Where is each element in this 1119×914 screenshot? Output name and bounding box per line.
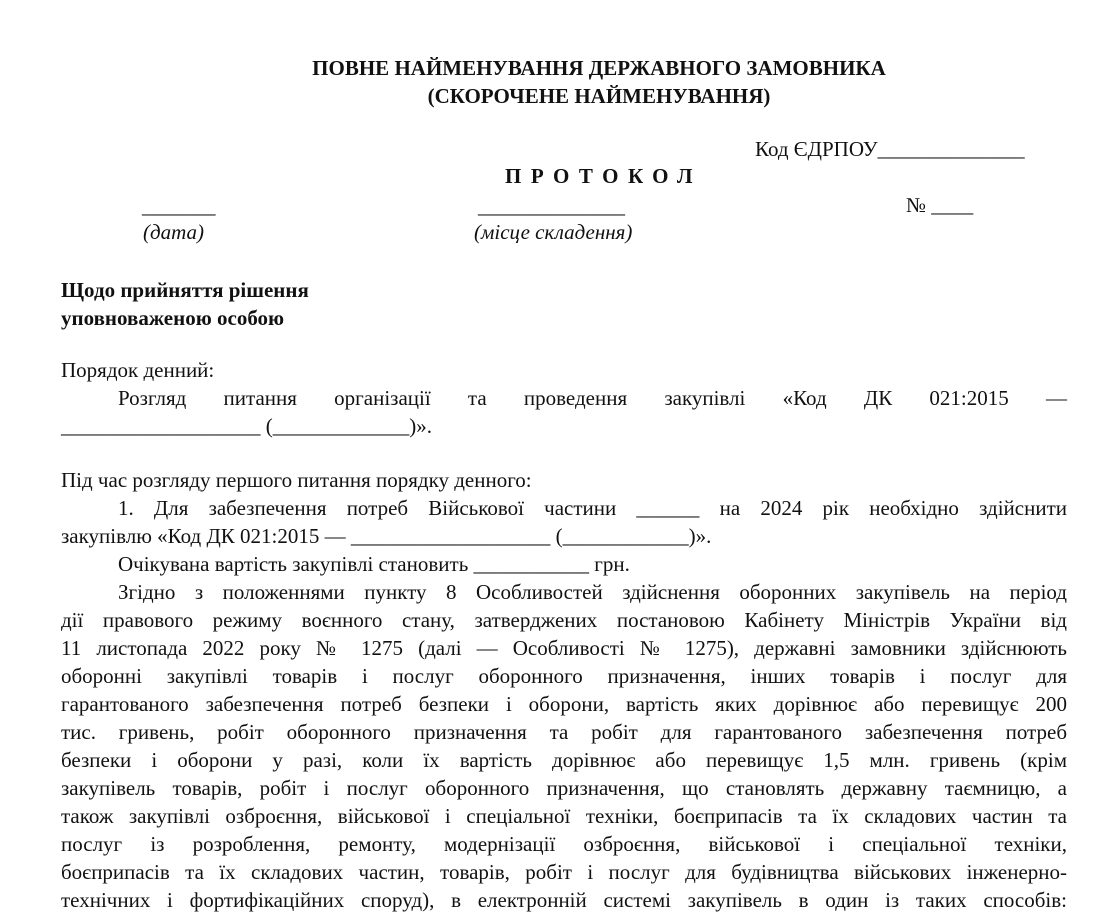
discussion-section: [61, 466, 1067, 914]
agenda-section: [61, 356, 1067, 440]
protocol-title: ПРОТОКОЛ: [505, 164, 703, 188]
legal-paragraph-line: закупівель товарів, робіт і послуг оборонного призначення, що становлять державну таємницю, а: [61, 776, 1067, 800]
legal-paragraph-line: дії правового режиму воєнного стану, затверджених постановою Кабінету Міністрів України від: [61, 608, 1067, 632]
customer-short-name: (СКОРОЧЕНЕ НАЙМЕНУВАННЯ): [427, 84, 771, 108]
estimated-cost: Очікувана вартість закупівлі становить ___________ грн.: [118, 552, 630, 576]
legal-paragraph-line: тис. гривень, робіт оборонного призначення та робіт для гарантованого забезпечення потреб: [61, 720, 1067, 744]
agenda-heading: Порядок денний:: [61, 358, 215, 382]
legal-paragraph-line: гарантованого забезпечення потреб безпеки і оборони, вартість яких дорівнює або перевищує 200: [61, 692, 1067, 716]
agenda-item-line-2: ___________________ (_____________)».: [61, 414, 432, 438]
agenda-item-line-1: Розгляд питання організації та проведення закупівлі «Код ДК 021:2015 —: [118, 386, 1067, 410]
legal-paragraph-line: оборонні закупівлі товарів і послуг оборонного призначення, інших товарів і послуг для: [61, 664, 1067, 688]
subject-line-2: уповноваженою особою: [61, 306, 285, 330]
legal-paragraph-line: боєприпасів та їх складових частин, товарів, робіт і послуг для будівництва військових інженерно-: [61, 860, 1067, 884]
document-header: [0, 54, 1119, 110]
discussion-heading: Під час розгляду першого питання порядку денного:: [61, 468, 532, 492]
date-blank: _______: [142, 194, 216, 218]
point-1-line-1: 1. Для забезпечення потреб Військової частини ______ на 2024 рік необхідно здійснити: [118, 496, 1067, 520]
date-label: (дата): [143, 220, 205, 244]
legal-paragraph-line: 11 листопада 2022 року № 1275 (далі — Особливості № 1275), державні замовники здійснюють: [61, 636, 1067, 660]
place-label: (місце складення): [474, 220, 633, 244]
protocol-number-field: № ____: [906, 193, 974, 217]
legal-paragraph-line: також закупівлі озброєння, військової і спеціальної техніки, боєприпасів та їх складових частин та: [61, 804, 1067, 828]
legal-paragraph-line: безпеки і оборони у разі, коли їх вартість дорівнює або перевищує 1,5 млн. гривень (крім: [61, 748, 1067, 772]
customer-full-name: ПОВНЕ НАЙМЕНУВАННЯ ДЕРЖАВНОГО ЗАМОВНИКА: [312, 56, 886, 80]
protocol-subject: [61, 276, 309, 332]
legal-paragraph-line: Згідно з положеннями пункту 8 Особливостей здійснення оборонних закупівель на період: [118, 580, 1067, 604]
edrpou-code-field: Код ЄДРПОУ______________: [755, 137, 1025, 161]
subject-line-1: Щодо прийняття рішення: [61, 278, 309, 302]
legal-paragraph-line: послуг із розроблення, ремонту, модернізації озброєння, військової і спеціальної техніки,: [61, 832, 1067, 856]
place-blank: ______________: [478, 194, 625, 218]
point-1-line-2: закупівлю «Код ДК 021:2015 — ___________________ (____________)».: [61, 524, 712, 548]
legal-paragraph-line: технічних і фортифікаційних споруд), в електронній системі закупівель в один із таких способів:: [61, 888, 1067, 912]
